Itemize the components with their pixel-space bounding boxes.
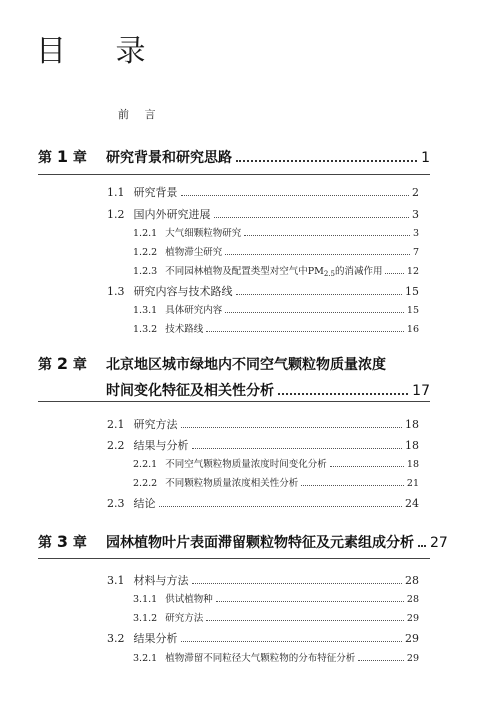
dot-leader bbox=[236, 160, 417, 162]
dot-leader bbox=[418, 545, 426, 547]
toc-entry-1-3-1[interactable]: 1.3.1 具体研究内容 15 bbox=[133, 305, 419, 316]
toc-entry-3-2[interactable]: 3.2 结果分析 29 bbox=[107, 632, 419, 645]
toc-entry-3-1-2[interactable]: 3.1.2 研究方法 29 bbox=[133, 613, 419, 624]
toc-entry-2-2[interactable]: 2.2 结果与分析 18 bbox=[107, 439, 419, 452]
page-title: 目 录 bbox=[36, 34, 166, 69]
chapter-2-heading[interactable] bbox=[38, 354, 430, 400]
chapter-3-rule bbox=[38, 558, 430, 559]
chapter-2-title-line1: 北京地区城市绿地内不同空气颗粒物质量浓度 bbox=[106, 357, 386, 373]
toc-entry-1-3-2[interactable]: 1.3.2 技术路线 16 bbox=[133, 324, 419, 335]
toc-entry-3-2-1[interactable]: 3.2.1 植物滞留不同粒径大气颗粒物的分布特征分析 29 bbox=[133, 653, 419, 664]
toc-entry-3-1[interactable]: 3.1 材料与方法 28 bbox=[107, 574, 419, 587]
chapter-1-title: 研究背景和研究思路 bbox=[106, 150, 232, 166]
chapter-1-rule bbox=[38, 174, 430, 175]
toc-entry-2-2-2[interactable]: 2.2.2 不同颗粒物质量浓度相关性分析 21 bbox=[133, 478, 419, 489]
chapter-1-heading[interactable] bbox=[38, 147, 430, 167]
toc-entry-1-2-1[interactable]: 1.2.1 大气细颗粒物研究 3 bbox=[133, 228, 419, 239]
toc-entry-2-3[interactable]: 2.3 结论 24 bbox=[107, 497, 419, 510]
chapter-3-title: 园林植物叶片表面滞留颗粒物特征及元素组成分析 bbox=[106, 535, 414, 551]
toc-entry-1-1[interactable]: 1.1 研究背景 2 bbox=[107, 186, 419, 199]
chapter-2-title-line2: 时间变化特征及相关性分析 bbox=[106, 383, 274, 399]
toc-entry-1-3[interactable]: 1.3 研究内容与技术路线 15 bbox=[107, 285, 419, 298]
chapter-3-page: 27 bbox=[430, 535, 448, 551]
chapter-1-page: 1 bbox=[421, 150, 430, 166]
dot-leader bbox=[278, 393, 408, 395]
chapter-2-rule bbox=[38, 401, 430, 402]
toc-preface[interactable]: 前 言 bbox=[118, 108, 162, 121]
chapter-2-label: 第 2 章 bbox=[38, 354, 87, 373]
toc-entry-1-2-3[interactable]: 1.2.3 不同园林植物及配置类型对空气中$PM_{2.5}$的消减作用 12 bbox=[133, 266, 419, 278]
chapter-3-label: 第 3 章 bbox=[38, 532, 87, 551]
toc-entry-3-1-1[interactable]: 3.1.1 供试植物种 28 bbox=[133, 594, 419, 605]
toc-entry-1-2[interactable]: 1.2 国内外研究进展 3 bbox=[107, 208, 419, 221]
toc-entry-1-2-2[interactable]: 1.2.2 植物滞尘研究 7 bbox=[133, 247, 419, 258]
chapter-3-heading[interactable] bbox=[38, 532, 448, 552]
toc-entry-2-1[interactable]: 2.1 研究方法 18 bbox=[107, 418, 419, 431]
chapter-2-page: 17 bbox=[412, 383, 430, 399]
toc-entry-2-2-1[interactable]: 2.2.1 不同空气颗粒物质量浓度时间变化分析 18 bbox=[133, 459, 419, 470]
chapter-1-label: 第 1 章 bbox=[38, 147, 87, 166]
